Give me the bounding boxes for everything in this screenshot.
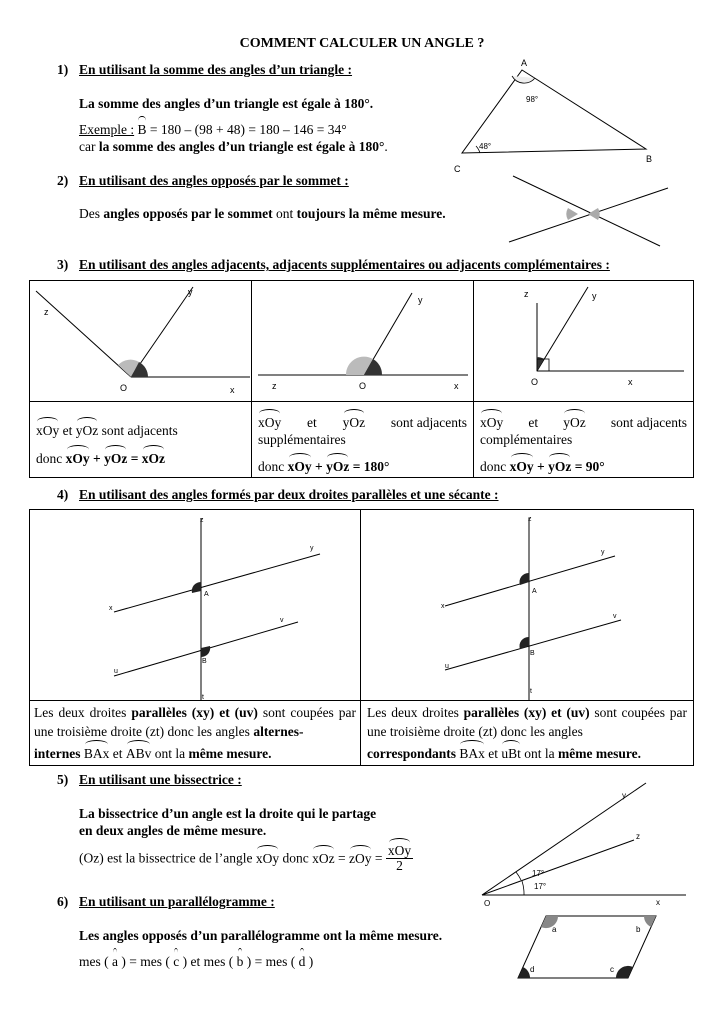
adjacent-text-cell: xOy et yOz sont adjacents donc xOy + yOz = xOz — [29, 401, 252, 478]
svg-text:O: O — [484, 899, 491, 908]
svg-text:y: y — [601, 549, 605, 556]
s1-example: Exemple : B = 180 – (98 + 48) = 180 – 146 = 34° — [79, 122, 347, 137]
section-6-heading: 6) En utilisant un parallélogramme : — [57, 894, 275, 909]
svg-text:z: z — [44, 307, 49, 317]
supplementary-figure-cell — [251, 280, 474, 402]
vertex-b-label: B — [646, 154, 653, 164]
svg-text:B: B — [530, 650, 535, 657]
svg-text:x: x — [656, 898, 660, 907]
s2-rule: Des angles opposés par le sommet ont toujours la même mesure. — [79, 206, 446, 221]
svg-text:x: x — [441, 603, 445, 610]
svg-text:x: x — [230, 385, 235, 395]
s1-rule: La somme des angles d’un triangle est égale à 180°. — [79, 96, 374, 111]
complementary-figure-cell — [473, 280, 694, 402]
svg-text:t: t — [530, 688, 532, 695]
svg-text:u: u — [114, 668, 118, 675]
svg-text:17°: 17° — [532, 869, 545, 878]
svg-text:z: z — [200, 517, 204, 524]
vertex-c-label: C — [454, 164, 461, 174]
alternate-interior-figure-cell — [29, 509, 361, 701]
svg-text:O: O — [359, 381, 367, 391]
section-5-heading: 5) En utilisant une bissectrice : — [57, 772, 242, 787]
s5-rule-line-2: en deux angles de même mesure. — [79, 823, 267, 838]
svg-text:c: c — [610, 965, 614, 974]
angle-b: B — [137, 122, 147, 137]
corresponding-figure-cell — [360, 509, 694, 701]
vertex-a-label: A — [521, 58, 528, 68]
alternate-interior-text-cell: Les deux droites parallèles (xy) et (uv) sont coupées par une troisième droite (zt) donc les angles alternes- internes BAx et ABv ont la même mesure. — [29, 700, 361, 766]
angle-a-value: 98° — [526, 95, 539, 104]
svg-text:y: y — [592, 291, 597, 301]
s1-reason: car la somme des angles d’un triangle est égale à 180°. — [79, 139, 388, 154]
svg-text:y: y — [188, 287, 193, 297]
s5-rule-line-1: La bissectrice d’un angle est la droite qui le partage — [79, 806, 377, 821]
svg-text:z: z — [524, 289, 529, 299]
svg-text:u: u — [445, 663, 449, 670]
s6-rule: Les angles opposés d’un parallélogramme ont la même mesure. — [79, 928, 443, 943]
svg-text:x: x — [109, 605, 113, 612]
svg-text:y: y — [418, 295, 423, 305]
section-1-heading: 1) En utilisant la somme des angles d’un triangle : — [57, 62, 353, 77]
section-4-heading: 4) En utilisant des angles formés par deux droites parallèles et une sécante : — [57, 487, 499, 502]
svg-text:z: z — [636, 832, 640, 841]
svg-text:O: O — [531, 377, 539, 387]
svg-text:v: v — [613, 613, 617, 620]
opposite-angles-figure — [505, 170, 675, 250]
svg-text:z: z — [272, 381, 277, 391]
supplementary-text-cell: xOy et yOz sont adjacents supplémentaires donc xOy + yOz = 180° — [251, 401, 474, 478]
s6-formula: mes ( a ) = mes ( c ) et mes ( b ) = mes ( d ) — [79, 954, 314, 969]
svg-text:v: v — [280, 617, 284, 624]
complementary-text-cell: xOy et yOz sont adjacents complémentaires donc xOy + yOz = 90° — [473, 401, 694, 478]
s5-formula: (Oz) est la bissectrice de l’angle xOy donc xOz = zOy = $\frac{\text{xOy}}{2}$ — [79, 843, 412, 873]
svg-text:z: z — [528, 516, 532, 523]
bisector-figure — [474, 780, 696, 910]
angle-c-value: 48° — [479, 142, 492, 151]
svg-text:x: x — [628, 377, 633, 387]
svg-text:d: d — [530, 965, 535, 974]
section-3-heading: 3) En utilisant des angles adjacents, adjacents supplémentaires ou adjacents complémentaires : — [57, 257, 610, 272]
svg-text:x: x — [454, 381, 459, 391]
svg-text:b: b — [636, 925, 641, 934]
svg-text:t: t — [202, 694, 204, 700]
section-2-heading: 2) En utilisant des angles opposés par le sommet : — [57, 173, 349, 188]
svg-text:y: y — [622, 791, 626, 800]
svg-text:B: B — [202, 658, 207, 665]
svg-text:a: a — [552, 925, 557, 934]
adjacent-figure-cell — [29, 280, 252, 402]
svg-text:y: y — [310, 545, 314, 552]
svg-text:A: A — [204, 591, 209, 598]
svg-text:O: O — [120, 383, 128, 393]
page-title: COMMENT CALCULER UN ANGLE ? — [239, 36, 485, 51]
svg-text:17°: 17° — [534, 882, 547, 891]
triangle-figure — [446, 56, 666, 176]
parallelogram-figure — [508, 908, 668, 986]
corresponding-text-cell: Les deux droites parallèles (xy) et (uv) sont coupées par une troisième droite (zt) donc les angles correspondants BAx et uBt ont la même mesure. — [360, 700, 694, 766]
svg-text:A: A — [532, 588, 537, 595]
